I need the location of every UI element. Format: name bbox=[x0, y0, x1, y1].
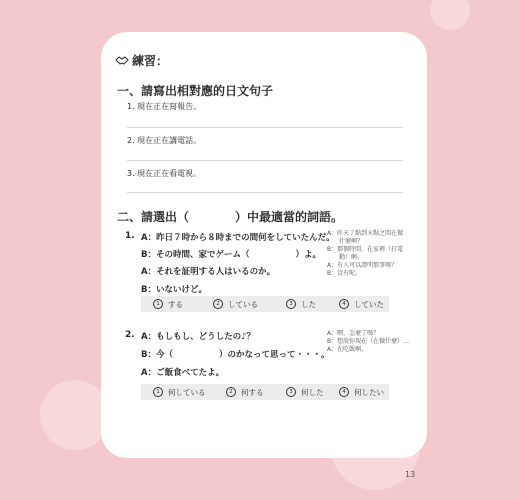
note-line: B：想說你現在（在做什麼）… bbox=[327, 338, 410, 345]
option-mark: 1 bbox=[153, 387, 163, 397]
question-line-suffix: ）のかなって思って・・・。 bbox=[218, 350, 330, 360]
note-line: A：有人可以證明那事嗎？ bbox=[327, 262, 398, 269]
option-text: 何する bbox=[241, 387, 264, 397]
option-mark: 3 bbox=[286, 299, 296, 309]
answer-line bbox=[127, 160, 403, 161]
option-text: する bbox=[168, 299, 183, 309]
option[interactable] bbox=[339, 299, 384, 310]
option-text: した bbox=[301, 299, 316, 309]
translation-notes bbox=[327, 330, 409, 354]
note-line: B：沒有呢。 bbox=[327, 270, 362, 277]
worksheet-card bbox=[101, 32, 427, 458]
options-bar bbox=[141, 296, 389, 312]
translation-notes bbox=[327, 230, 403, 278]
note-line: 動）啊。 bbox=[327, 254, 364, 261]
question-line bbox=[141, 248, 321, 260]
option-mark: 1 bbox=[153, 299, 163, 309]
section2-heading-prefix: 二、請選出（ bbox=[117, 210, 190, 224]
option-text: している bbox=[228, 299, 258, 309]
question-line bbox=[141, 348, 330, 360]
question-line-suffix: ）よ。 bbox=[295, 250, 321, 260]
question-line: A：もしもし、どうしたの♪？ bbox=[141, 332, 256, 342]
option[interactable] bbox=[213, 299, 258, 310]
note-line: 什麼啊？ bbox=[327, 238, 364, 245]
option-mark: 2 bbox=[226, 387, 236, 397]
option[interactable] bbox=[153, 299, 183, 310]
option[interactable] bbox=[226, 387, 264, 398]
question-line: B：いないけど。 bbox=[141, 285, 207, 295]
question-line: A：それを証明する人はいるのか。 bbox=[141, 267, 276, 277]
question-line-text: B：その時間、家でゲーム（ bbox=[141, 250, 250, 260]
option-text: 何している bbox=[168, 387, 206, 397]
page-title: 練習： bbox=[132, 54, 169, 68]
question-line: A：昨日７時から８時までの間何をしていたんだ。 bbox=[141, 233, 335, 243]
question-line-text: B：今（ bbox=[141, 350, 173, 360]
section2-heading bbox=[117, 208, 343, 225]
option[interactable] bbox=[153, 387, 206, 398]
section2-heading-suffix: ）中最適當的詞語。 bbox=[235, 210, 344, 224]
option[interactable] bbox=[339, 387, 384, 398]
section1-item: 3. 現在正在看電視。 bbox=[127, 169, 202, 178]
option-mark: 2 bbox=[213, 299, 223, 309]
page-number: 13 bbox=[405, 470, 416, 479]
note-line: A：昨天７點到８點之間在做 bbox=[327, 230, 404, 237]
handshake-icon bbox=[115, 54, 129, 66]
question-number: 1. bbox=[125, 231, 135, 241]
note-line: B：那個時間，在家裡（打電 bbox=[327, 246, 404, 253]
question-number: 2. bbox=[125, 330, 135, 340]
option-text: していた bbox=[354, 299, 384, 309]
option-text: 何したい bbox=[354, 387, 384, 397]
note-line: A：喂，怎麼了嗎？ bbox=[327, 330, 380, 337]
option[interactable] bbox=[286, 299, 316, 310]
decor-bubble bbox=[40, 380, 110, 450]
option-mark: 3 bbox=[286, 387, 296, 397]
option-mark: 4 bbox=[339, 299, 349, 309]
section1-item: 1. 現在正在寫報告。 bbox=[127, 102, 202, 111]
options-bar bbox=[141, 384, 389, 400]
option-text: 何した bbox=[301, 387, 324, 397]
note-line: A：在吃飯啊。 bbox=[327, 346, 368, 353]
question-line: A：ご飯食べてたよ。 bbox=[141, 368, 225, 378]
section1-item: 2. 現在正在講電話。 bbox=[127, 136, 202, 145]
answer-line bbox=[127, 127, 403, 128]
decor-bubble bbox=[430, 0, 470, 30]
option-mark: 4 bbox=[339, 387, 349, 397]
answer-line bbox=[127, 192, 403, 193]
option[interactable] bbox=[286, 387, 324, 398]
section1-heading: 一、請寫出相對應的日文句子 bbox=[117, 84, 274, 98]
